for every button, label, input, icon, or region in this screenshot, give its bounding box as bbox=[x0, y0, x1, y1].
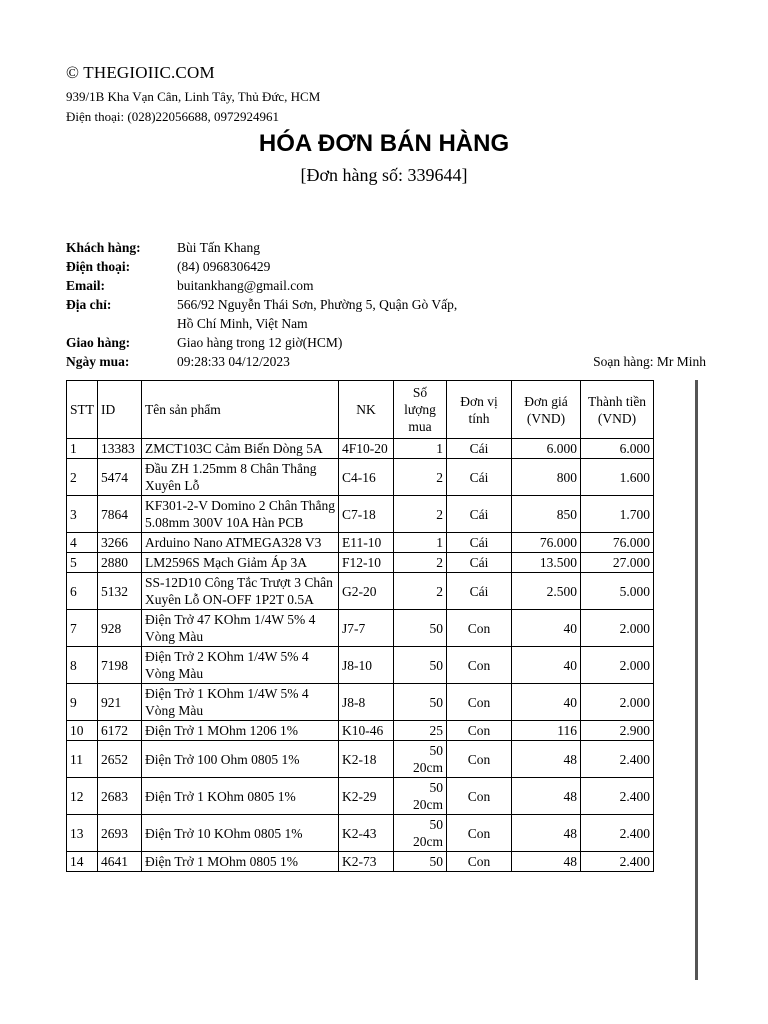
cell-stt: 14 bbox=[67, 852, 98, 872]
cell-price: 800 bbox=[512, 459, 581, 496]
customer-address: 566/92 Nguyễn Thái Sơn, Phường 5, Quận Gò Vấp, Hồ Chí Minh, Việt Nam bbox=[177, 297, 458, 331]
cell-id: 7864 bbox=[98, 496, 142, 533]
table-row bbox=[67, 553, 654, 573]
cell-qty: 2 bbox=[394, 553, 447, 573]
cell-qty: 50 bbox=[394, 684, 447, 721]
cell-unit: Con bbox=[447, 721, 512, 741]
cell-stt: 4 bbox=[67, 533, 98, 553]
cell-qty: 25 bbox=[394, 721, 447, 741]
customer-email-label: Email: bbox=[66, 278, 105, 293]
purchase-date-label: Ngày mua: bbox=[66, 354, 130, 369]
table-header-row bbox=[67, 381, 654, 439]
cell-name: LM2596S Mạch Giảm Áp 3A bbox=[142, 553, 339, 573]
cell-qty: 2 bbox=[394, 459, 447, 496]
cell-stt: 9 bbox=[67, 684, 98, 721]
cell-nk: K2-43 bbox=[339, 815, 394, 852]
cell-stt: 6 bbox=[67, 573, 98, 610]
cell-total: 27.000 bbox=[581, 553, 654, 573]
cell-unit: Con bbox=[447, 778, 512, 815]
cell-name: ZMCT103C Cảm Biến Dòng 5A bbox=[142, 439, 339, 459]
cell-id: 921 bbox=[98, 684, 142, 721]
cell-price: 13.500 bbox=[512, 553, 581, 573]
header-unit: Đơn vị tính bbox=[447, 381, 512, 439]
header-id: ID bbox=[98, 381, 142, 439]
customer-email-row bbox=[66, 276, 706, 295]
invoice-title: HÓA ĐƠN BÁN HÀNG bbox=[258, 130, 510, 157]
cell-qty: 50 20cm bbox=[394, 778, 447, 815]
cell-name: Điện Trở 47 KOhm 1/4W 5% 4 Vòng Màu bbox=[142, 610, 339, 647]
company-phone: Điện thoại: (028)22056688, 0972924961 bbox=[66, 109, 280, 124]
customer-address-row bbox=[66, 295, 706, 333]
cell-price: 40 bbox=[512, 684, 581, 721]
cell-total: 2.400 bbox=[581, 852, 654, 872]
cell-qty: 50 20cm bbox=[394, 815, 447, 852]
cell-id: 2880 bbox=[98, 553, 142, 573]
delivery-method: Giao hàng trong 12 giờ(HCM) bbox=[177, 335, 343, 350]
cell-nk: J7-7 bbox=[339, 610, 394, 647]
cell-qty: 1 bbox=[394, 439, 447, 459]
customer-phone-row bbox=[66, 257, 706, 276]
cell-total: 2.900 bbox=[581, 721, 654, 741]
cell-unit: Cái bbox=[447, 533, 512, 553]
cell-price: 40 bbox=[512, 610, 581, 647]
cell-total: 2.000 bbox=[581, 610, 654, 647]
cell-nk: C4-16 bbox=[339, 459, 394, 496]
cell-nk: K2-29 bbox=[339, 778, 394, 815]
cell-nk: J8-10 bbox=[339, 647, 394, 684]
cell-total: 76.000 bbox=[581, 533, 654, 553]
delivery-label: Giao hàng: bbox=[66, 335, 131, 350]
cell-total: 1.600 bbox=[581, 459, 654, 496]
cell-id: 5474 bbox=[98, 459, 142, 496]
header-total: Thành tiền (VND) bbox=[581, 381, 654, 439]
cell-id: 3266 bbox=[98, 533, 142, 553]
cell-nk: K2-73 bbox=[339, 852, 394, 872]
cell-unit: Con bbox=[447, 741, 512, 778]
cell-name: Điện Trở 1 MOhm 0805 1% bbox=[142, 852, 339, 872]
purchase-date: 09:28:33 04/12/2023 bbox=[177, 354, 290, 369]
cell-stt: 13 bbox=[67, 815, 98, 852]
cell-qty: 2 bbox=[394, 573, 447, 610]
cell-price: 116 bbox=[512, 721, 581, 741]
cell-unit: Con bbox=[447, 815, 512, 852]
cell-qty: 50 bbox=[394, 610, 447, 647]
cell-price: 48 bbox=[512, 815, 581, 852]
company-name: © THEGIOIIC.COM bbox=[66, 63, 215, 82]
cell-unit: Con bbox=[447, 684, 512, 721]
cell-nk: E11-10 bbox=[339, 533, 394, 553]
cell-total: 5.000 bbox=[581, 573, 654, 610]
cell-name: Điện Trở 1 MOhm 1206 1% bbox=[142, 721, 339, 741]
cell-id: 928 bbox=[98, 610, 142, 647]
picker-name: Soạn hàng: Mr Minh bbox=[593, 354, 706, 369]
table-row bbox=[67, 741, 654, 778]
table-row bbox=[67, 496, 654, 533]
cell-name: Điện Trở 1 KOhm 0805 1% bbox=[142, 778, 339, 815]
cell-price: 48 bbox=[512, 852, 581, 872]
cell-nk: K10-46 bbox=[339, 721, 394, 741]
cell-unit: Cái bbox=[447, 553, 512, 573]
cell-id: 13383 bbox=[98, 439, 142, 459]
cell-total: 2.400 bbox=[581, 778, 654, 815]
header-stt: STT bbox=[67, 381, 98, 439]
cell-total: 2.400 bbox=[581, 815, 654, 852]
cell-qty: 50 bbox=[394, 647, 447, 684]
cell-price: 2.500 bbox=[512, 573, 581, 610]
table-row bbox=[67, 459, 654, 496]
cell-total: 6.000 bbox=[581, 439, 654, 459]
company-address: 939/1B Kha Vạn Cân, Linh Tây, Thủ Đức, HCM bbox=[66, 89, 321, 104]
cell-stt: 5 bbox=[67, 553, 98, 573]
table-row bbox=[67, 439, 654, 459]
cell-stt: 1 bbox=[67, 439, 98, 459]
header-name: Tên sản phẩm bbox=[142, 381, 339, 439]
cell-id: 7198 bbox=[98, 647, 142, 684]
cell-name: SS-12D10 Công Tắc Trượt 3 Chân Xuyên Lỗ ON-OFF 1P2T 0.5A bbox=[142, 573, 339, 610]
table-row bbox=[67, 721, 654, 741]
cell-stt: 11 bbox=[67, 741, 98, 778]
cell-qty: 2 bbox=[394, 496, 447, 533]
cell-nk: G2-20 bbox=[339, 573, 394, 610]
customer-info bbox=[66, 238, 706, 371]
cell-stt: 10 bbox=[67, 721, 98, 741]
cell-id: 4641 bbox=[98, 852, 142, 872]
table-right-edge bbox=[695, 380, 698, 980]
cell-price: 48 bbox=[512, 741, 581, 778]
table-row bbox=[67, 684, 654, 721]
cell-name: Điện Trở 2 KOhm 1/4W 5% 4 Vòng Màu bbox=[142, 647, 339, 684]
delivery-row bbox=[66, 333, 706, 352]
cell-id: 2683 bbox=[98, 778, 142, 815]
customer-name-row bbox=[66, 238, 706, 257]
cell-nk: J8-8 bbox=[339, 684, 394, 721]
cell-id: 6172 bbox=[98, 721, 142, 741]
order-number: [Đơn hàng số: 339644] bbox=[300, 165, 468, 185]
cell-id: 2693 bbox=[98, 815, 142, 852]
customer-phone-label: Điện thoại: bbox=[66, 259, 131, 274]
cell-unit: Cái bbox=[447, 573, 512, 610]
items-table bbox=[66, 380, 654, 872]
cell-price: 76.000 bbox=[512, 533, 581, 553]
cell-total: 1.700 bbox=[581, 496, 654, 533]
cell-name: Đầu ZH 1.25mm 8 Chân Thẳng Xuyên Lỗ bbox=[142, 459, 339, 496]
cell-unit: Cái bbox=[447, 439, 512, 459]
cell-name: Điện Trở 1 KOhm 1/4W 5% 4 Vòng Màu bbox=[142, 684, 339, 721]
cell-total: 2.000 bbox=[581, 647, 654, 684]
table-row bbox=[67, 610, 654, 647]
table-row bbox=[67, 647, 654, 684]
cell-name: KF301-2-V Domino 2 Chân Thẳng 5.08mm 300V 10A Hàn PCB bbox=[142, 496, 339, 533]
cell-total: 2.400 bbox=[581, 741, 654, 778]
cell-unit: Cái bbox=[447, 496, 512, 533]
customer-name-label: Khách hàng: bbox=[66, 240, 141, 255]
cell-name: Điện Trở 100 Ohm 0805 1% bbox=[142, 741, 339, 778]
cell-stt: 2 bbox=[67, 459, 98, 496]
cell-price: 6.000 bbox=[512, 439, 581, 459]
customer-name: Bùi Tấn Khang bbox=[177, 240, 260, 255]
cell-name: Điện Trở 10 KOhm 0805 1% bbox=[142, 815, 339, 852]
table-row bbox=[67, 573, 654, 610]
table-row bbox=[67, 815, 654, 852]
customer-address-label: Địa chỉ: bbox=[66, 297, 112, 312]
header-nk: NK bbox=[339, 381, 394, 439]
cell-qty: 50 bbox=[394, 852, 447, 872]
customer-phone: (84) 0968306429 bbox=[177, 259, 271, 274]
cell-unit: Con bbox=[447, 647, 512, 684]
cell-nk: 4F10-20 bbox=[339, 439, 394, 459]
table-row bbox=[67, 778, 654, 815]
cell-nk: C7-18 bbox=[339, 496, 394, 533]
cell-stt: 3 bbox=[67, 496, 98, 533]
cell-price: 850 bbox=[512, 496, 581, 533]
cell-unit: Con bbox=[447, 852, 512, 872]
cell-nk: F12-10 bbox=[339, 553, 394, 573]
cell-id: 2652 bbox=[98, 741, 142, 778]
cell-id: 5132 bbox=[98, 573, 142, 610]
cell-name: Arduino Nano ATMEGA328 V3 bbox=[142, 533, 339, 553]
header-qty: Số lượng mua bbox=[394, 381, 447, 439]
cell-stt: 7 bbox=[67, 610, 98, 647]
table-row bbox=[67, 852, 654, 872]
cell-unit: Cái bbox=[447, 459, 512, 496]
cell-price: 48 bbox=[512, 778, 581, 815]
cell-unit: Con bbox=[447, 610, 512, 647]
customer-email: buitankhang@gmail.com bbox=[177, 278, 314, 293]
cell-qty: 50 20cm bbox=[394, 741, 447, 778]
purchase-date-row bbox=[66, 352, 706, 371]
cell-nk: K2-18 bbox=[339, 741, 394, 778]
cell-stt: 8 bbox=[67, 647, 98, 684]
cell-stt: 12 bbox=[67, 778, 98, 815]
cell-price: 40 bbox=[512, 647, 581, 684]
table-row bbox=[67, 533, 654, 553]
cell-qty: 1 bbox=[394, 533, 447, 553]
cell-total: 2.000 bbox=[581, 684, 654, 721]
header-price: Đơn giá (VND) bbox=[512, 381, 581, 439]
